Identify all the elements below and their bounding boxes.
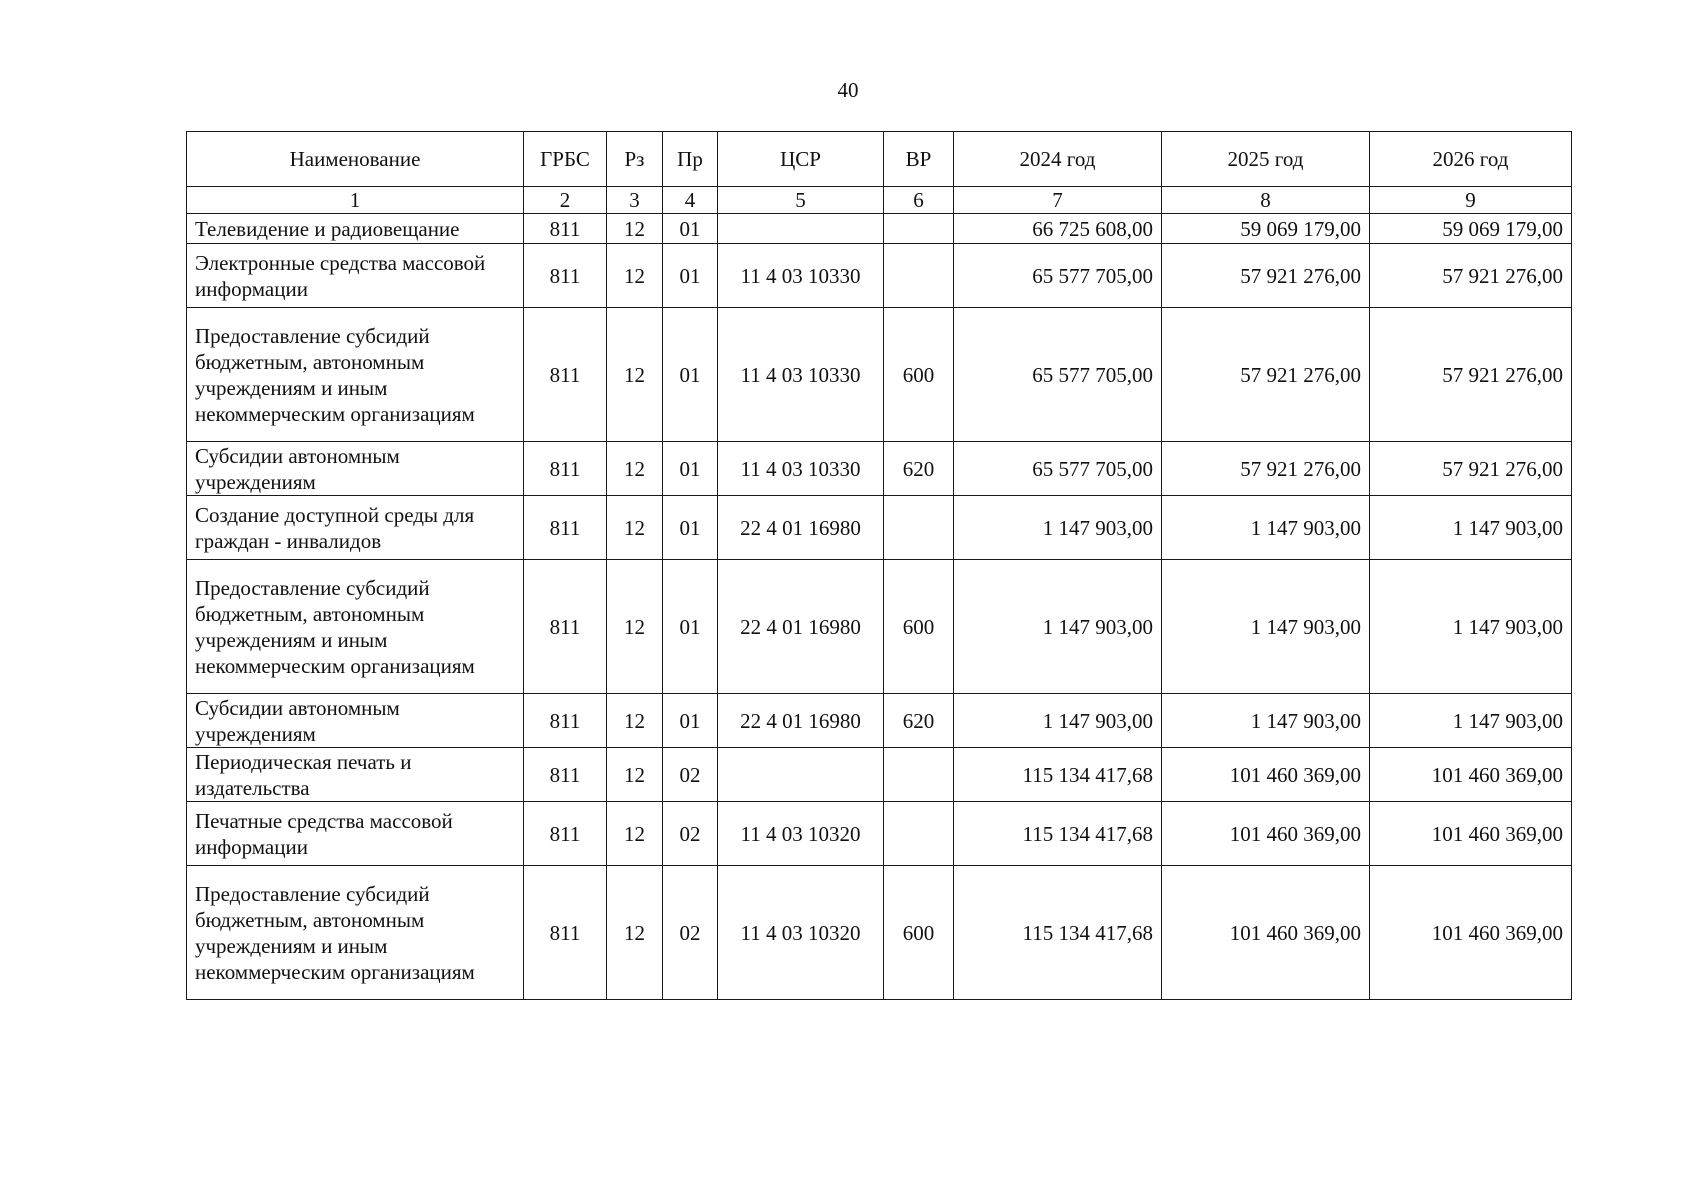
row-amount-2025: 101 460 369,00	[1162, 748, 1370, 802]
row-grbs: 811	[524, 308, 607, 442]
row-grbs: 811	[524, 442, 607, 496]
row-amount-2024: 1 147 903,00	[954, 560, 1162, 694]
header-grbs: ГРБС	[524, 132, 607, 187]
header-2024: 2024 год	[954, 132, 1162, 187]
row-grbs: 811	[524, 694, 607, 748]
row-amount-2025: 59 069 179,00	[1162, 214, 1370, 244]
row-vr	[884, 802, 954, 866]
row-vr	[884, 748, 954, 802]
column-number: 8	[1162, 187, 1370, 214]
row-csr: 11 4 03 10330	[718, 442, 884, 496]
row-grbs: 811	[524, 496, 607, 560]
header-vr: ВР	[884, 132, 954, 187]
row-vr: 600	[884, 866, 954, 1000]
row-name: Субсидии автономным учреждениям	[187, 694, 524, 748]
row-pr: 01	[663, 308, 718, 442]
row-name: Создание доступной среды для граждан - инвалидов	[187, 496, 524, 560]
header-2026: 2026 год	[1370, 132, 1572, 187]
header-row	[187, 132, 1572, 187]
row-amount-2025: 57 921 276,00	[1162, 442, 1370, 496]
table-row	[187, 802, 1572, 866]
row-vr: 620	[884, 442, 954, 496]
row-grbs: 811	[524, 802, 607, 866]
row-csr: 11 4 03 10330	[718, 308, 884, 442]
page-number: 40	[837, 78, 859, 102]
row-amount-2026: 101 460 369,00	[1370, 802, 1572, 866]
column-number: 4	[663, 187, 718, 214]
row-name: Электронные средства массовой информации	[187, 244, 524, 308]
table-row	[187, 442, 1572, 496]
row-amount-2025: 101 460 369,00	[1162, 866, 1370, 1000]
header-rz: Рз	[607, 132, 663, 187]
row-pr: 02	[663, 748, 718, 802]
row-amount-2024: 1 147 903,00	[954, 496, 1162, 560]
row-amount-2025: 101 460 369,00	[1162, 802, 1370, 866]
column-number: 7	[954, 187, 1162, 214]
row-csr	[718, 214, 884, 244]
row-amount-2026: 57 921 276,00	[1370, 308, 1572, 442]
row-name: Печатные средства массовой информации	[187, 802, 524, 866]
row-amount-2026: 1 147 903,00	[1370, 496, 1572, 560]
row-pr: 01	[663, 442, 718, 496]
row-amount-2026: 1 147 903,00	[1370, 560, 1572, 694]
row-rz: 12	[607, 560, 663, 694]
row-pr: 01	[663, 496, 718, 560]
header-name: Наименование	[187, 132, 524, 187]
row-amount-2024: 66 725 608,00	[954, 214, 1162, 244]
row-name: Предоставление субсидий бюджетным, автономным учреждениям и иным некоммерческим организациям	[187, 866, 524, 1000]
column-number: 9	[1370, 187, 1572, 214]
row-amount-2024: 65 577 705,00	[954, 442, 1162, 496]
table-row	[187, 748, 1572, 802]
column-number: 2	[524, 187, 607, 214]
table-row	[187, 560, 1572, 694]
row-vr: 620	[884, 694, 954, 748]
row-amount-2024: 115 134 417,68	[954, 802, 1162, 866]
row-amount-2026: 59 069 179,00	[1370, 214, 1572, 244]
row-amount-2025: 1 147 903,00	[1162, 560, 1370, 694]
row-pr: 02	[663, 802, 718, 866]
row-vr	[884, 214, 954, 244]
row-csr: 22 4 01 16980	[718, 496, 884, 560]
row-csr: 22 4 01 16980	[718, 694, 884, 748]
row-name: Предоставление субсидий бюджетным, автономным учреждениям и иным некоммерческим организациям	[187, 560, 524, 694]
row-pr: 02	[663, 866, 718, 1000]
row-amount-2024: 1 147 903,00	[954, 694, 1162, 748]
row-csr	[718, 748, 884, 802]
row-grbs: 811	[524, 214, 607, 244]
row-vr: 600	[884, 560, 954, 694]
row-vr: 600	[884, 308, 954, 442]
row-amount-2025: 57 921 276,00	[1162, 244, 1370, 308]
table-row	[187, 244, 1572, 308]
row-grbs: 811	[524, 560, 607, 694]
header-pr: Пр	[663, 132, 718, 187]
column-number: 1	[187, 187, 524, 214]
row-amount-2026: 57 921 276,00	[1370, 244, 1572, 308]
table-row	[187, 866, 1572, 1000]
row-amount-2026: 101 460 369,00	[1370, 748, 1572, 802]
row-rz: 12	[607, 694, 663, 748]
row-rz: 12	[607, 214, 663, 244]
table-row	[187, 694, 1572, 748]
row-grbs: 811	[524, 748, 607, 802]
row-pr: 01	[663, 560, 718, 694]
row-amount-2024: 65 577 705,00	[954, 244, 1162, 308]
row-amount-2026: 1 147 903,00	[1370, 694, 1572, 748]
row-rz: 12	[607, 244, 663, 308]
row-name: Субсидии автономным учреждениям	[187, 442, 524, 496]
row-rz: 12	[607, 442, 663, 496]
table-row	[187, 496, 1572, 560]
row-name: Телевидение и радиовещание	[187, 214, 524, 244]
row-amount-2026: 101 460 369,00	[1370, 866, 1572, 1000]
row-vr	[884, 244, 954, 308]
row-rz: 12	[607, 802, 663, 866]
row-amount-2024: 115 134 417,68	[954, 866, 1162, 1000]
row-name: Предоставление субсидий бюджетным, автономным учреждениям и иным некоммерческим организациям	[187, 308, 524, 442]
row-grbs: 811	[524, 866, 607, 1000]
row-name: Периодическая печать и издательства	[187, 748, 524, 802]
row-amount-2026: 57 921 276,00	[1370, 442, 1572, 496]
row-amount-2025: 1 147 903,00	[1162, 496, 1370, 560]
row-grbs: 811	[524, 244, 607, 308]
row-csr: 22 4 01 16980	[718, 560, 884, 694]
row-amount-2024: 65 577 705,00	[954, 308, 1162, 442]
row-rz: 12	[607, 496, 663, 560]
column-number-row	[187, 187, 1572, 214]
row-amount-2024: 115 134 417,68	[954, 748, 1162, 802]
header-csr: ЦСР	[718, 132, 884, 187]
row-amount-2025: 1 147 903,00	[1162, 694, 1370, 748]
row-pr: 01	[663, 694, 718, 748]
column-number: 6	[884, 187, 954, 214]
row-csr: 11 4 03 10320	[718, 802, 884, 866]
column-number: 5	[718, 187, 884, 214]
row-rz: 12	[607, 748, 663, 802]
row-vr	[884, 496, 954, 560]
row-csr: 11 4 03 10320	[718, 866, 884, 1000]
table-row	[187, 308, 1572, 442]
column-number: 3	[607, 187, 663, 214]
row-rz: 12	[607, 866, 663, 1000]
header-2025: 2025 год	[1162, 132, 1370, 187]
row-rz: 12	[607, 308, 663, 442]
row-pr: 01	[663, 244, 718, 308]
row-amount-2025: 57 921 276,00	[1162, 308, 1370, 442]
row-csr: 11 4 03 10330	[718, 244, 884, 308]
table-row	[187, 214, 1572, 244]
budget-table	[186, 131, 1572, 1000]
row-pr: 01	[663, 214, 718, 244]
